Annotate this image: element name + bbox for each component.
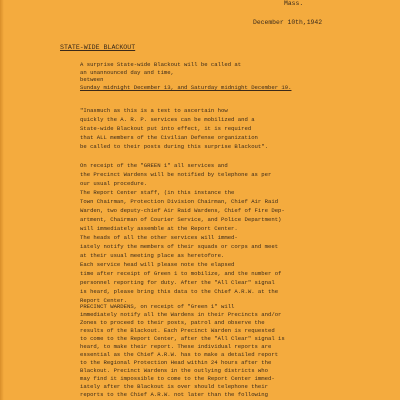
body-line: PRECINCT WARDENS, on receipt of "Green 1" will: [80, 303, 235, 310]
body-line: time after receipt of Green 1 to mobilize, and the number of: [80, 270, 282, 277]
body-line: "Inasmuch as this is a test to ascertain how: [80, 107, 228, 114]
body-line: that ALL members of the Civilian Defense organization: [80, 134, 258, 141]
body-line: Each service head will please note the elapsed: [80, 261, 235, 268]
body-line: artment, Chairman of Courier Service, and Police Department): [80, 216, 282, 223]
body-line: immediately notify all the Wardens in their Precincts and/or: [80, 311, 282, 318]
body-line: A surprise State-wide Blackout will be called at: [80, 61, 242, 68]
body-line: to the Regional Protection Head within 24 hours after the: [80, 359, 272, 366]
body-line: may find it impossible to come to the Report Center immed-: [80, 375, 275, 382]
body-line: iately notify the members of their squads or corps and meet: [80, 243, 279, 250]
page-edge-shadow: [0, 0, 4, 400]
body-line: Report Center.: [80, 297, 127, 304]
body-line: Warden, two deputy-chief Air Raid Wardens, Chief of Fire Dep-: [80, 207, 285, 214]
body-line: is heard, please bring this data to the Chief A.R.W. at the: [80, 288, 279, 295]
body-line: at their usual meeting place as heretofore.: [80, 252, 225, 259]
body-line: the Precinct Wardens will be notified by telephone as per: [80, 171, 272, 178]
document-title: STATE-WIDE BLACKOUT: [60, 44, 136, 51]
body-line: On receipt of the "GREEN 1" all services and: [80, 162, 228, 169]
body-line: Blackout. Precinct Wardens in the outlying districts who: [80, 367, 268, 374]
body-line: results of the Blackout. Each Precinct Warden is requested: [80, 327, 275, 334]
body-line: an unannounced day and time,: [80, 69, 174, 76]
header-date: December 10th,1942: [253, 19, 323, 26]
body-line: to come to the Report Center, after the "All Clear" signal is: [80, 335, 285, 342]
body-line: The Report Center staff, (in this instance the: [80, 189, 235, 196]
body-line: heard, to make their report. These individual reports are: [80, 343, 272, 350]
body-line: Zones to proceed to their posts, patrol and observe the: [80, 319, 265, 326]
body-line: our usual procedure.: [80, 180, 148, 187]
header-place: Mass.: [284, 0, 304, 7]
body-line: essential as the Chief A.R.W. has to make a detailed report: [80, 351, 279, 358]
body-line: iately after the Blackout is over should telephone their: [80, 383, 268, 390]
body-line: Town Chairman, Protection Division Chairman, Chief Air Raid: [80, 198, 279, 205]
body-line: between: [80, 76, 104, 83]
body-line: will immediately assemble at the Report Center.: [80, 225, 238, 232]
body-line: reports to the Chief A.R.W. not later than the following: [80, 391, 268, 398]
body-line: State-wide Blackout put into effect, it is required: [80, 125, 252, 132]
body-line: The heads of all the other services will immed-: [80, 234, 238, 241]
body-line: Sunday midnight December 13, and Saturday midnight December 19.: [80, 84, 292, 91]
body-line: be called to their posts during this surprise Blackout".: [80, 143, 268, 150]
body-line: quickly the A. R. P. services can be mobilized and a: [80, 116, 255, 123]
body-line: personnel reporting for duty. After the "All Clear" signal: [80, 279, 275, 286]
